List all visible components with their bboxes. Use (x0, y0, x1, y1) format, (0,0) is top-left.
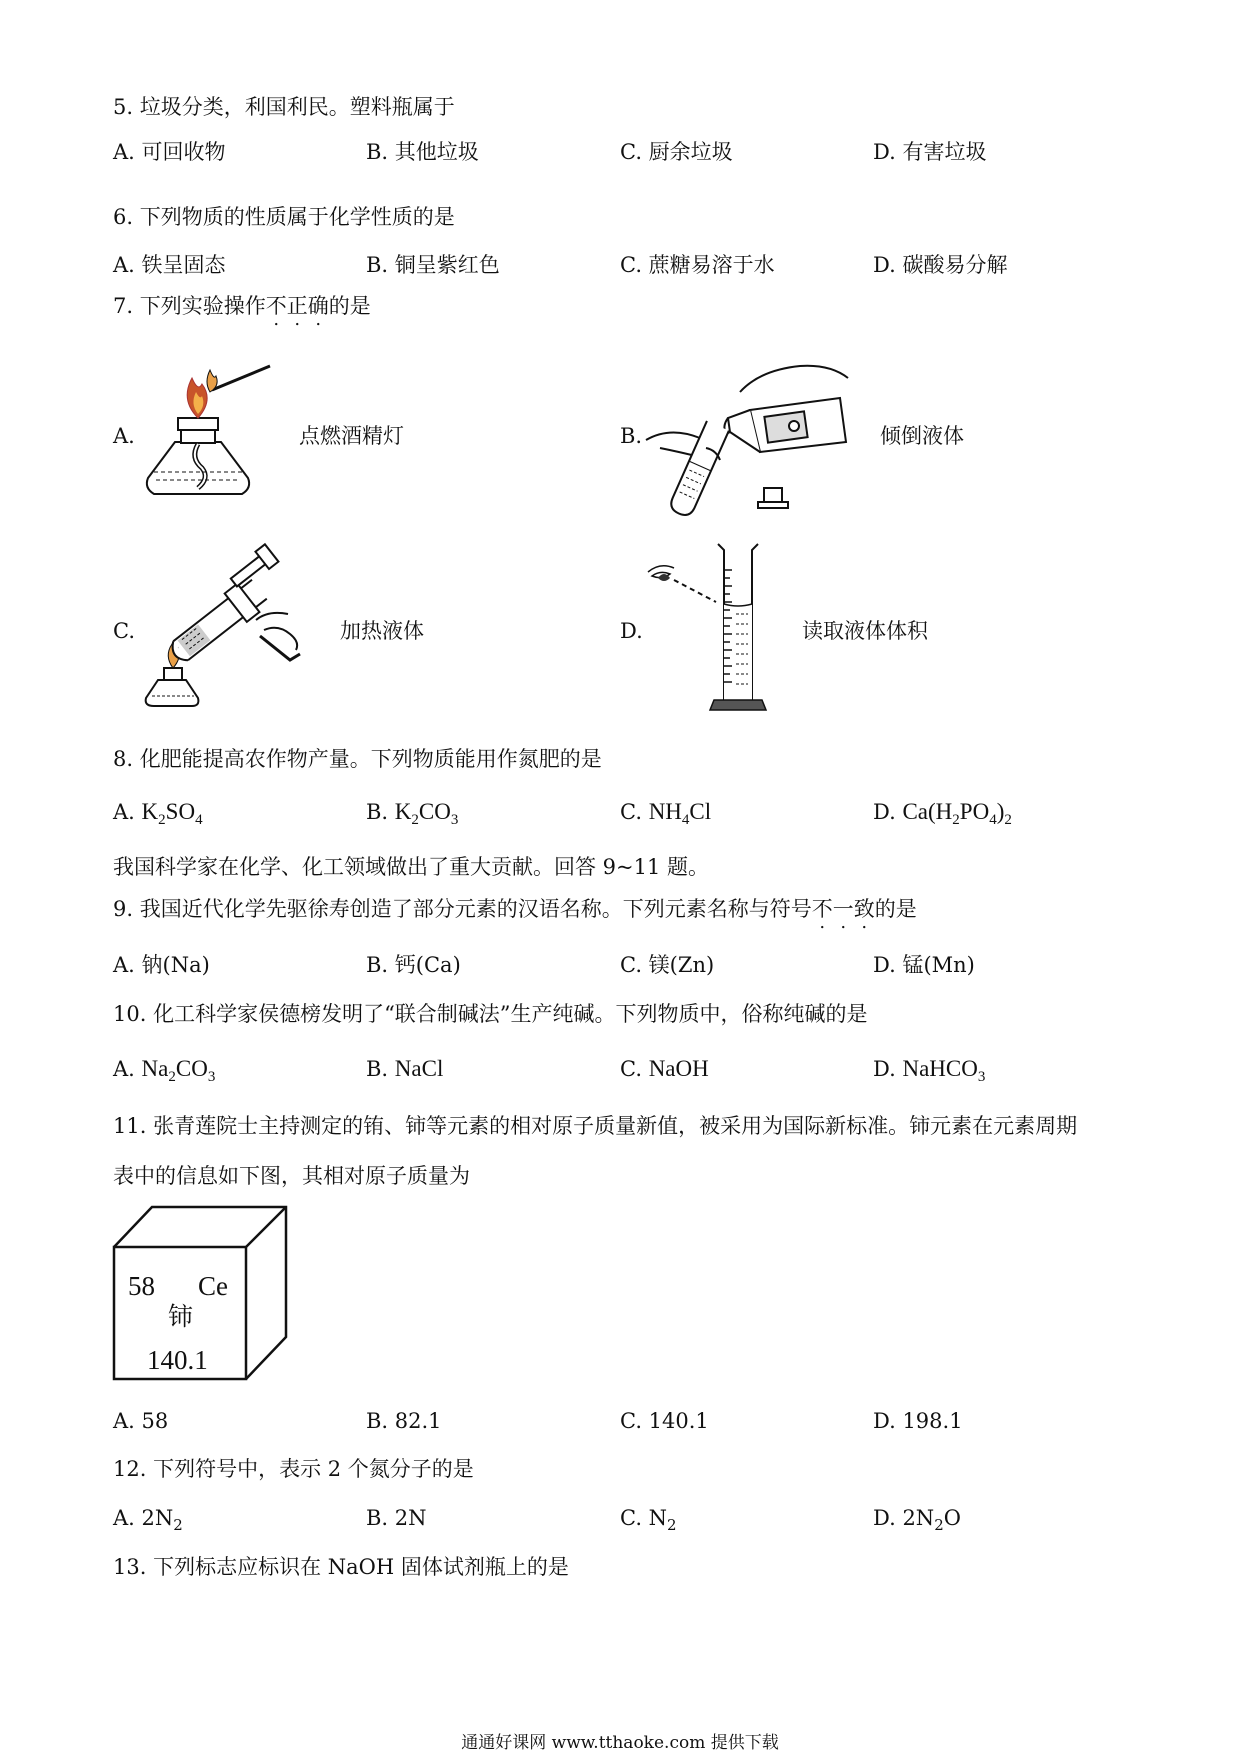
q11-option-a: A. 58 (113, 1409, 169, 1433)
q5-option-d: D. 有害垃圾 (873, 140, 987, 164)
q7-stem-after: 的是 (328, 294, 371, 318)
q11-option-b: B. 82.1 (366, 1409, 442, 1433)
alcohol-lamp-lighting-figure (140, 360, 290, 510)
q9-emphasis-char: 一 (832, 897, 854, 921)
q5-option-c: C. 厨余垃圾 (620, 140, 733, 164)
q9-stem-before: 9. 我国近代化学先驱徐寿创造了部分元素的汉语名称。下列元素名称与符号 (113, 897, 812, 921)
option-letter: C. (620, 800, 642, 824)
formula-text: Na (141, 1056, 169, 1081)
option-letter: D. (873, 1057, 896, 1081)
q6-stem: 6. 下列物质的性质属于化学性质的是 (113, 205, 455, 229)
q12-option-b (366, 1505, 427, 1531)
formula-text: B. 2N (366, 1506, 427, 1530)
formula-text: NaOH (648, 1056, 709, 1081)
formula-subscript: 4 (681, 812, 690, 828)
formula-text: K (394, 799, 412, 824)
q7-caption-d: 读取液体体积 (802, 619, 928, 643)
q5-stem: 5. 垃圾分类，利国利民。塑料瓶属于 (113, 95, 455, 119)
q12-option-d (873, 1505, 961, 1538)
pouring-liquid-figure (640, 356, 860, 526)
formula-text: K (141, 799, 159, 824)
q9-stem-after: 的是 (874, 897, 917, 921)
formula-subscript: 4 (989, 812, 997, 828)
q9-option-b: B. 钙(Ca) (366, 953, 461, 977)
formula-text: C. N (620, 1506, 668, 1530)
q11-stem-line1: 11. 张青莲院士主持测定的铕、铈等元素的相对原子质量新值，被采用为国际新标准。铈元素在元素周期 (113, 1114, 1078, 1138)
heating-liquid-figure (140, 550, 310, 710)
formula-text: ) (996, 799, 1005, 824)
formula-subscript: 2 (667, 1516, 677, 1534)
q7-label-d: D. (620, 619, 643, 643)
q10-option-a (113, 1056, 215, 1090)
q6-option-a: A. 铁呈固态 (113, 253, 226, 277)
q8-option-d (873, 799, 1012, 833)
q7-emphasis-char: 确 (307, 294, 329, 318)
q13-stem: 13. 下列标志应标识在 NaOH 固体试剂瓶上的是 (113, 1555, 569, 1579)
q6-option-c: C. 蔗糖易溶于水 (620, 253, 775, 277)
formula-text: Ca(H (902, 799, 953, 824)
formula-text: SO (165, 799, 196, 824)
q8-stem: 8. 化肥能提高农作物产量。下列物质能用作氮肥的是 (113, 747, 602, 771)
formula-text: O (943, 1506, 961, 1530)
formula-subscript: 2 (1004, 812, 1012, 828)
formula-text: CO (418, 799, 451, 824)
formula-subscript: 2 (952, 812, 960, 828)
q10-option-d (873, 1056, 985, 1090)
q7-caption-a: 点燃酒精灯 (299, 424, 404, 448)
q10-formula-b (395, 1056, 444, 1081)
q10-formula-a (141, 1056, 216, 1085)
q7-caption-c: 加热液体 (340, 619, 424, 643)
q7-caption-b: 倾倒液体 (880, 424, 964, 448)
element-atomic-number: 58 (128, 1271, 155, 1301)
graduated-cylinder-reading-figure (640, 540, 780, 710)
formula-subscript: 3 (207, 1069, 216, 1085)
element-atomic-mass: 140.1 (147, 1345, 208, 1375)
q8-formula-a (141, 799, 203, 828)
formula-subscript: 4 (195, 812, 203, 828)
q7-stem-before: 7. 下列实验操作 (113, 294, 266, 318)
q9-emphasis-char: 不 (811, 897, 833, 921)
option-letter: A. (113, 1057, 135, 1081)
formula-text: A. 2N (113, 1506, 174, 1530)
q6-option-b: B. 铜呈紫红色 (366, 253, 500, 277)
formula-text: CO (175, 1056, 208, 1081)
formula-subscript: 2 (411, 812, 419, 828)
option-letter: B. (366, 1057, 389, 1081)
q8-formula-c (648, 799, 712, 828)
formula-subscript: 2 (173, 1516, 183, 1534)
q10-formula-c (649, 1056, 709, 1081)
q10-formula-d (902, 1056, 986, 1085)
q5-option-a: A. 可回收物 (113, 140, 226, 164)
q12-stem: 12. 下列符号中，表示 2 个氮分子的是 (113, 1457, 474, 1481)
option-letter: D. (873, 800, 896, 824)
q9-option-c: C. 镁(Zn) (620, 953, 715, 977)
q11-option-c: C. 140.1 (620, 1409, 709, 1433)
q7-label-a: A. (113, 424, 135, 448)
option-letter: C. (620, 1057, 642, 1081)
q11-option-d: D. 198.1 (873, 1409, 963, 1433)
q10-stem: 10. 化工科学家侯德榜发明了“联合制碱法”生产纯碱。下列物质中，俗称纯碱的是 (113, 1002, 868, 1026)
q6-option-d: D. 碳酸易分解 (873, 253, 1008, 277)
q9-option-d: D. 锰(Mn) (873, 953, 975, 977)
formula-subscript: 2 (934, 1516, 944, 1534)
q8-option-b (366, 799, 458, 833)
q11-stem-line2: 表中的信息如下图，其相对原子质量为 (113, 1164, 470, 1188)
formula-text: PO (959, 799, 990, 824)
q10-option-b (366, 1056, 443, 1082)
q8-option-a (113, 799, 203, 833)
q8-formula-b (394, 799, 459, 828)
q5-option-b: B. 其他垃圾 (366, 140, 479, 164)
option-letter: A. (113, 800, 135, 824)
formula-subscript: 2 (158, 812, 166, 828)
formula-text: Cl (689, 799, 712, 824)
q7-stem (113, 293, 371, 319)
formula-text: NaHCO (902, 1056, 978, 1081)
element-symbol: Ce (198, 1271, 228, 1301)
element-name: 铈 (168, 1302, 194, 1331)
q9-emphasis-char: 致 (853, 897, 875, 921)
q7-label-c: C. (113, 619, 135, 643)
q9-option-a: A. 钠(Na) (113, 953, 210, 977)
formula-subscript: 3 (977, 1069, 986, 1085)
q8-option-c (620, 799, 711, 833)
section-intro: 我国科学家在化学、化工领域做出了重大贡献。回答 9~11 题。 (113, 855, 710, 879)
q7-emphasis-char: 正 (286, 294, 308, 318)
formula-subscript: 3 (450, 812, 459, 828)
option-letter: B. (366, 800, 389, 824)
formula-text: NaCl (394, 1056, 444, 1081)
formula-text: D. 2N (873, 1506, 935, 1530)
q7-label-b: B. (620, 424, 643, 448)
q12-option-c (620, 1505, 677, 1538)
formula-subscript: 2 (168, 1069, 176, 1085)
q10-option-c (620, 1056, 709, 1082)
q8-formula-d (902, 799, 1012, 828)
page-footer: 通通好课网 www.tthaoke.com 提供下载 (461, 1733, 779, 1753)
q9-stem (113, 896, 917, 922)
formula-text: NH (648, 799, 682, 824)
q12-option-a (113, 1505, 183, 1538)
q7-emphasis-char: 不 (265, 294, 287, 318)
